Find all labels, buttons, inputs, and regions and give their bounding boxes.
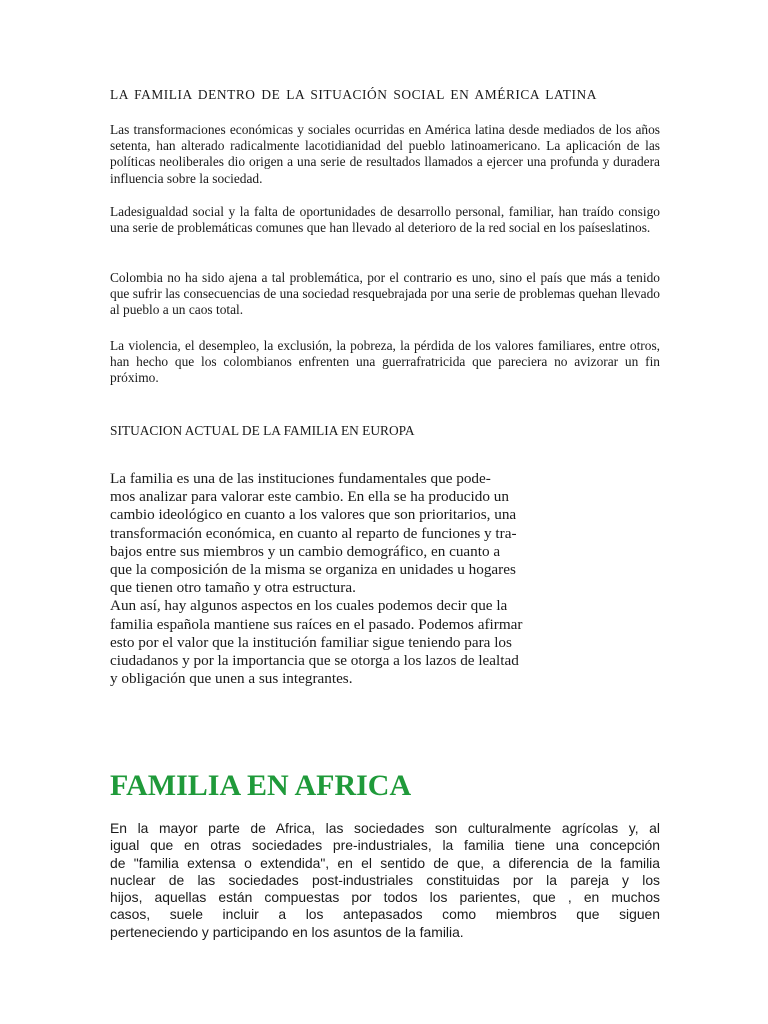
text-line: La familia es una de las instituciones fundamentales que pode-	[110, 470, 491, 487]
text-line: bajos entre sus miembros y un cambio demográfico, en cuanto a	[110, 542, 501, 560]
text-line: ciudadanos y por la importancia que se otorga a los lazos de lealtad	[110, 652, 519, 670]
text-line: En la mayor parte de Africa, las sociedades son culturalmente agrícolas y, al	[110, 820, 660, 836]
text-line: de "familia extensa o extendida", en el sentido de que, a diferencia de la familia	[110, 854, 660, 871]
text-line: y obligación que unen a sus integrantes.	[110, 670, 353, 688]
text-line: que tienen otro tamaño y otra estructura.	[110, 579, 356, 597]
text-line: hijos, aquellas están compuestas por todos los parientes, que , en muchos	[110, 889, 660, 906]
paragraph-latin-america-4: La violencia, el desempleo, la exclusión, la pobreza, la pérdida de los valores familiares, entre otros, han hecho que los colombianos enfrenten una guerrafratricida que pareciera no avizorar un fin próximo.	[110, 338, 660, 386]
text-line: igual que en otras sociedades pre-industriales, la familia tiene una concepción	[110, 837, 660, 854]
section-title-europe: SITUACION ACTUAL DE LA FAMILIA EN EUROPA	[110, 423, 415, 438]
paragraph-africa	[110, 820, 660, 941]
text-line: esto por el valor que la institución familiar sigue teniendo para los	[110, 633, 512, 651]
section-title-africa: FAMILIA EN AFRICA	[110, 769, 412, 802]
text-line: mos analizar para valorar este cambio. En ella se ha producido un	[110, 488, 509, 506]
text-line: que la composición de la misma se organiza en unidades u hogares	[110, 561, 516, 579]
text-line: transformación económica, en cuanto al reparto de funciones y tra-	[110, 524, 517, 542]
paragraph-latin-america-3: Colombia no ha sido ajena a tal problemática, por el contrario es uno, sino el país que más a tenido que sufrir las consecuencias de una sociedad resquebrajada por una serie de problemas quehan llevado al pueblo a un caos total.	[110, 270, 660, 318]
section-title-latin-america: LA FAMILIA DENTRO DE LA SITUACIÓN SOCIAL EN AMÉRICA LATINA	[110, 87, 597, 102]
text-line: Aun así, hay algunos aspectos en los cuales podemos decir que la	[110, 597, 508, 615]
paragraph-europe	[110, 470, 580, 688]
paragraph-latin-america-2: Ladesigualdad social y la falta de oportunidades de desarrollo personal, familiar, han traído consigo una serie de problemáticas comunes que han llevado al deterioro de la red social en los paíseslatinos.	[110, 204, 660, 236]
paragraph-latin-america-1: Las transformaciones económicas y sociales ocurridas en América latina desde mediados de los años setenta, han alterado radicalmente lacotidianidad del pueblo latinoamericano. La aplicación de las políticas neoliberales dio origen a una serie de resultados llamados a ejercer una profunda y duradera influencia sobre la sociedad.	[110, 122, 660, 186]
text-line: familia española mantiene sus raíces en el pasado. Podemos afirmar	[110, 615, 523, 633]
text-line: nuclear de las sociedades post-industriales constituidas por la pareja y los	[110, 871, 660, 888]
text-line: casos, suele incluir a los antepasados como miembros que siguen	[110, 906, 660, 923]
text-line: cambio ideológico en cuanto a los valores que son prioritarios, una	[110, 506, 517, 524]
text-line: perteneciendo y participando en los asuntos de la familia.	[110, 923, 464, 940]
